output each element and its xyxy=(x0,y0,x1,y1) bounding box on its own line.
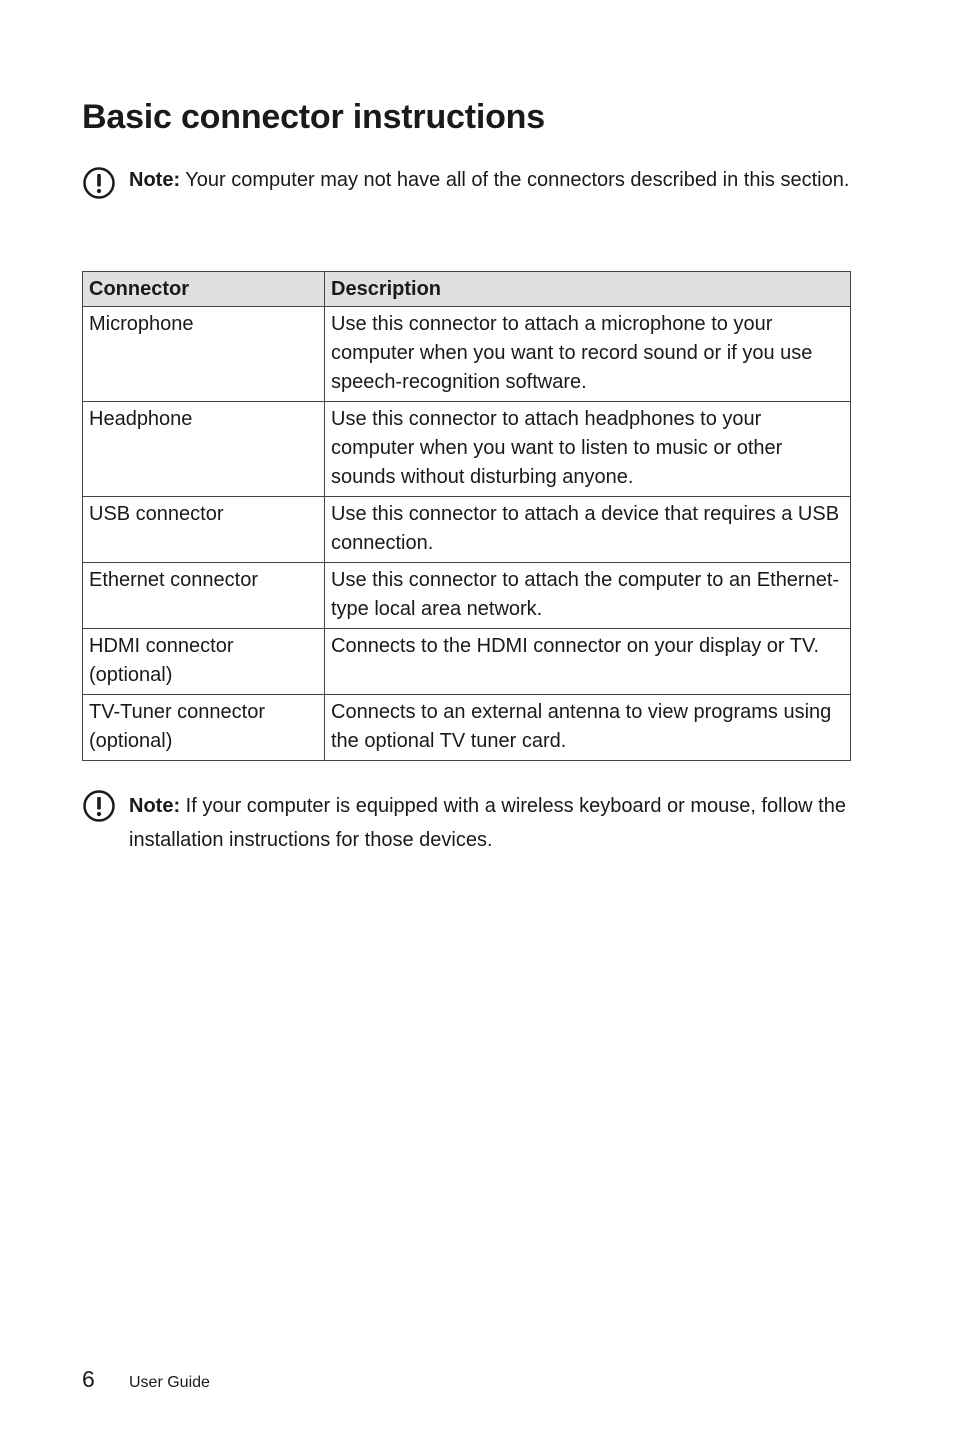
page-number: 6 xyxy=(82,1366,95,1392)
connector-cell: TV-Tuner connector (optional) xyxy=(83,695,325,761)
note-connectors xyxy=(82,166,852,195)
table-row xyxy=(83,497,851,563)
footer-doc-title: User Guide xyxy=(129,1374,210,1391)
column-header-description: Description xyxy=(325,272,851,307)
table-row xyxy=(83,563,851,629)
table-row xyxy=(83,402,851,497)
column-header-connector: Connector xyxy=(83,272,325,307)
table-header-row xyxy=(83,272,851,307)
connector-cell: Microphone xyxy=(83,307,325,402)
description-cell: Connects to an external antenna to view programs using the optional TV tuner card. xyxy=(325,695,851,761)
connector-cell: Headphone xyxy=(83,402,325,497)
note-label: Note: xyxy=(129,169,181,191)
note-text xyxy=(129,789,852,857)
note-label: Note: xyxy=(129,795,181,817)
table-row xyxy=(83,695,851,761)
table-row xyxy=(83,629,851,695)
connector-cell: Ethernet connector xyxy=(83,563,325,629)
connector-table xyxy=(82,271,851,761)
description-cell: Use this connector to attach a microphone to your computer when you want to record sound or if you use speech-recognition software. xyxy=(325,307,851,402)
page-title: Basic connector instructions xyxy=(82,98,545,136)
description-cell: Connects to the HDMI connector on your display or TV. xyxy=(325,629,851,695)
note-wireless xyxy=(82,789,852,857)
table-row xyxy=(83,307,851,402)
note-body: Your computer may not have all of the connectors described in this section. xyxy=(180,169,850,191)
attention-icon xyxy=(82,166,116,200)
connector-cell: HDMI connector (optional) xyxy=(83,629,325,695)
description-cell: Use this connector to attach a device that requires a USB connection. xyxy=(325,497,851,563)
note-text xyxy=(129,166,852,195)
description-cell: Use this connector to attach headphones to your computer when you want to listen to music or other sounds without disturbing anyone. xyxy=(325,402,851,497)
connector-cell: USB connector xyxy=(83,497,325,563)
attention-icon xyxy=(82,789,116,823)
description-cell: Use this connector to attach the computer to an Ethernet-type local area network. xyxy=(325,563,851,629)
note-body: If your computer is equipped with a wireless keyboard or mouse, follow the installation instructions for those devices. xyxy=(129,795,846,851)
